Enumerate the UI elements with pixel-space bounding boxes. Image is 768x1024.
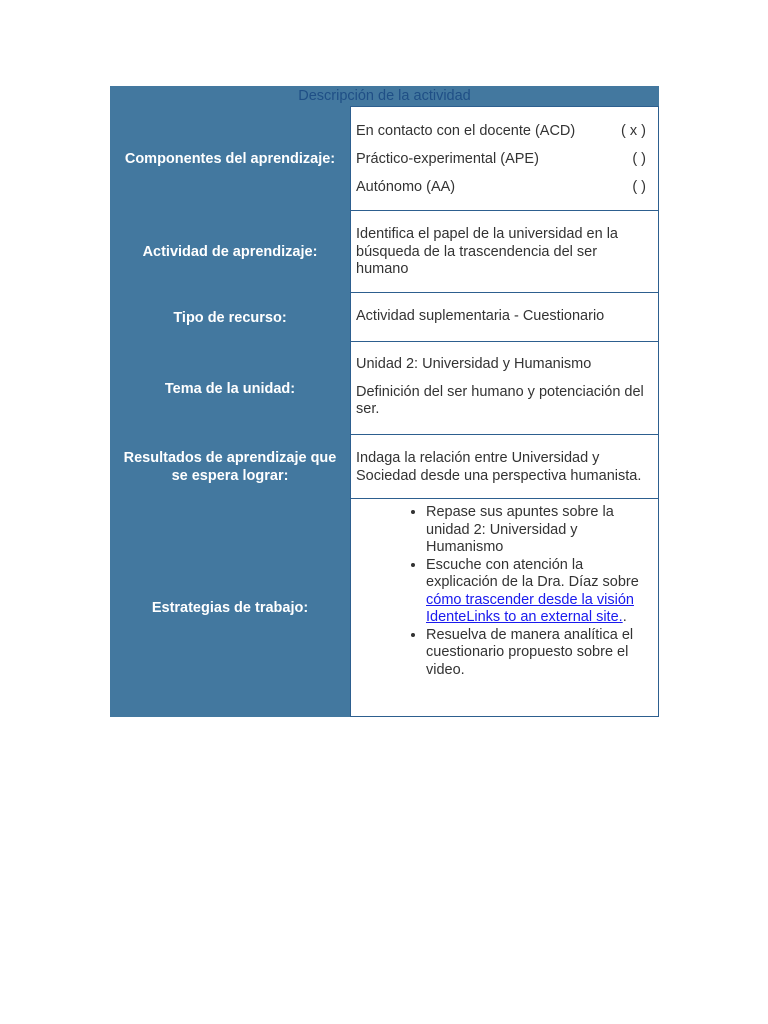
table-title: Descripción de la actividad bbox=[298, 88, 471, 104]
tema-unit: Unidad 2: Universidad y Humanismo bbox=[356, 356, 592, 372]
estrategias-cell bbox=[350, 498, 659, 717]
tipo-text: Actividad suplementaria - Cuestionario bbox=[356, 308, 605, 324]
resultados-text: Indaga la relación entre Universidad y Sociedad desde una perspectiva humanista. bbox=[356, 450, 642, 484]
option-ape-mark: ( ) bbox=[632, 151, 646, 167]
actividad-text: Identifica el papel de la universidad en la búsqueda de la trascendencia del ser humano bbox=[356, 226, 618, 277]
estrategias-label: Estrategias de trabajo: bbox=[151, 600, 309, 616]
option-aa: Autónomo (AA) bbox=[356, 179, 456, 195]
tipo-cell bbox=[350, 292, 659, 342]
option-acd: En contacto con el docente (ACD) bbox=[356, 123, 576, 139]
actividad-label: Actividad de aprendizaje: bbox=[142, 244, 318, 260]
strategy-item-text: Escuche con atención la explicación de la Dra. Díaz sobre bbox=[426, 556, 639, 590]
resultados-cell bbox=[350, 434, 659, 499]
strategy-list bbox=[356, 504, 650, 679]
tema-label: Tema de la unidad: bbox=[164, 380, 296, 397]
strategy-item-suffix: . bbox=[622, 609, 627, 625]
activity-table bbox=[110, 86, 659, 717]
strategy-item bbox=[426, 557, 650, 627]
tema-text: Definición del ser humano y potenciación del ser. bbox=[356, 383, 644, 417]
tema-cell bbox=[350, 341, 659, 435]
componentes-cell bbox=[350, 106, 659, 211]
option-ape: Práctico-experimental (APE) bbox=[356, 151, 539, 167]
strategy-item: • Repase sus apuntes sobre la unidad 2: Universidad y Humanismo bbox=[426, 504, 650, 557]
resultados-label: Resultados de aprendizaje que se espera lograr: bbox=[123, 450, 337, 484]
tipo-label: Tipo de recurso: bbox=[173, 309, 287, 326]
componentes-label: Componentes del aprendizaje: bbox=[124, 150, 336, 167]
video-link[interactable]: cómo trascender desde la visión IdenteLinks to an external site. bbox=[426, 591, 634, 625]
actividad-cell bbox=[350, 210, 659, 293]
option-aa-mark: ( ) bbox=[632, 179, 646, 195]
strategy-item: • Resuelva de manera analítica el cuestionario propuesto sobre el video. bbox=[426, 627, 650, 680]
option-acd-mark: ( x ) bbox=[621, 123, 646, 139]
